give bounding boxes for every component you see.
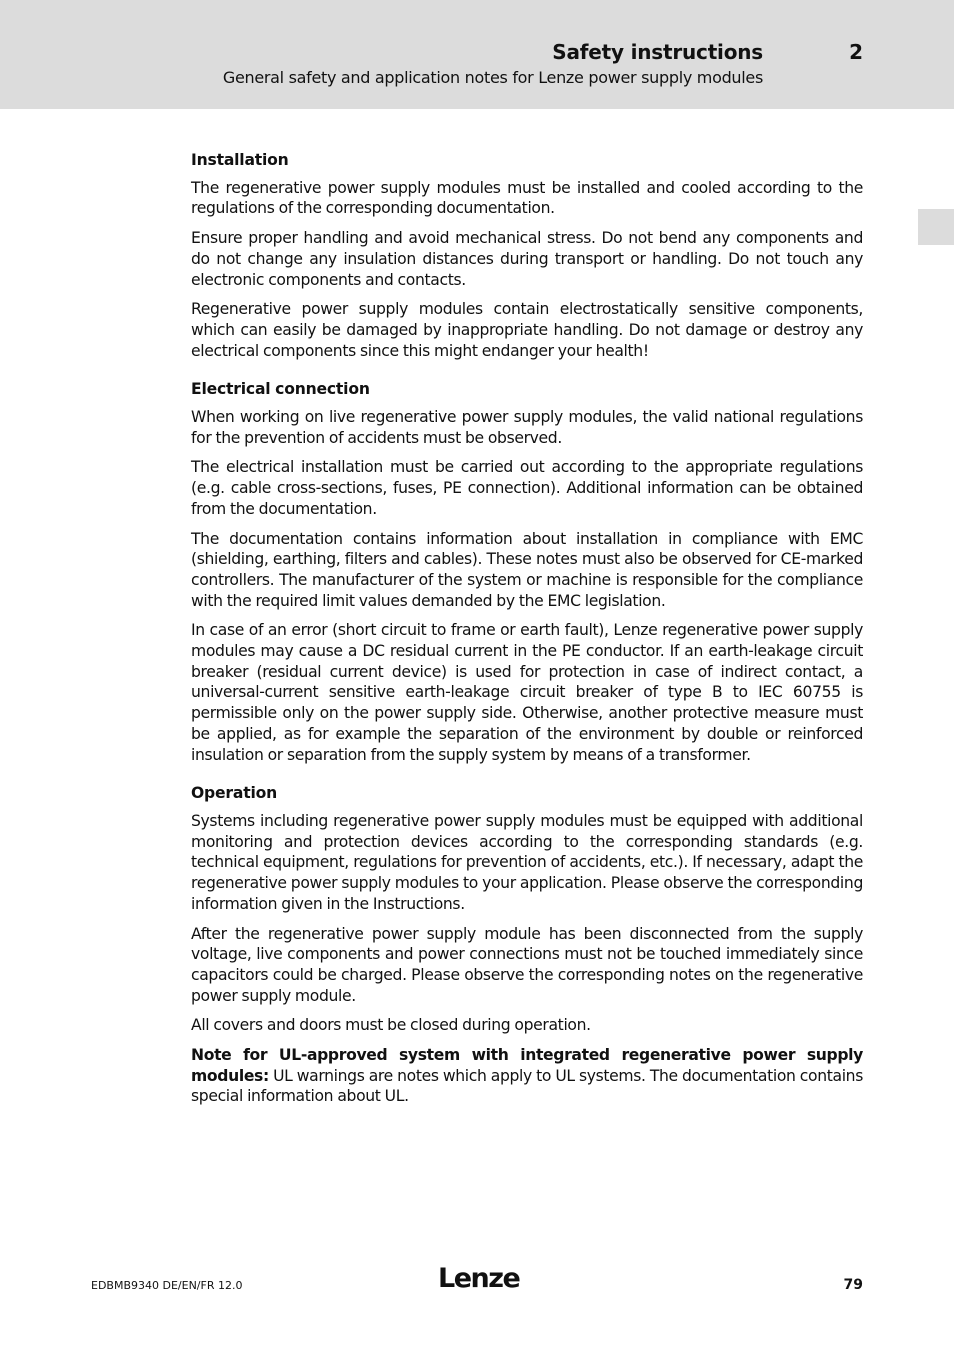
chapter-thumb-tab	[918, 209, 954, 245]
page-header	[0, 0, 954, 109]
page-body	[191, 150, 863, 1107]
paragraph: After the regenerative power supply module has been disconnected from the supply voltage, live components and power connections must not be touched immediately since capacitors could be charged. Please observe the corresponding notes on the regenerative power supply module.	[191, 924, 863, 1005]
ul-note-lead: Note for UL-approved system with integrated regenerative power supply modules:	[191, 1046, 863, 1085]
paragraph: In case of an error (short circuit to frame or earth fault), Lenze regenerative power supply modules may cause a DC residual current in the PE conductor. If an earth-leakage circuit breaker (residual current device) is used for protection in case of indirect contact, a universal-current sensitive earth-leakage circuit breaker of type B to IEC 60755 is permissible only on the power supply side. Otherwise, another protective measure must be applied, as for example the separation of the environment by double or reinforced insulation or separation from the supply system by means of a transformer.	[191, 621, 863, 764]
paragraph: The regenerative power supply modules must be installed and cooled according to the regulations of the corresponding documentation.	[191, 178, 863, 218]
lenze-logo: Lenze	[438, 1263, 520, 1294]
paragraph: Regenerative power supply modules contain electrostatically sensitive components, which can easily be damaged by inappropriate handling. Do not damage or destroy any electrical components since this might endanger your health!	[191, 300, 863, 360]
ul-note-text: UL warnings are notes which apply to UL systems. The documentation contains special information about UL.	[191, 1066, 863, 1106]
section-electrical-connection	[191, 379, 863, 765]
chapter-title: Safety instructions	[552, 40, 763, 64]
section-heading: Operation	[191, 784, 278, 803]
paragraph: Ensure proper handling and avoid mechanical stress. Do not bend any components and do not change any insulation distances during transport or handling. Do not touch any electronic components and contacts.	[191, 229, 863, 289]
section-installation	[191, 150, 863, 361]
paragraph: The electrical installation must be carried out according to the appropriate regulations (e.g. cable cross-sections, fuses, PE connection). Additional information can be obtained from the documentation.	[191, 458, 863, 518]
chapter-subtitle: General safety and application notes for Lenze power supply modules	[222, 68, 763, 87]
paragraph: Systems including regenerative power supply modules must be equipped with additional monitoring and protection devices according to the corresponding standards (e.g. technical equipment, regulations for prevention of accidents, etc.). If necessary, adapt the regenerative power supply modules to your application. Please observe the corresponding information given in the Instructions.	[191, 811, 863, 913]
paragraph: All covers and doors must be closed during operation.	[191, 1016, 591, 1035]
ul-note	[191, 1045, 863, 1107]
section-heading: Installation	[191, 151, 289, 169]
section-heading: Electrical connection	[191, 380, 370, 399]
chapter-number: 2	[849, 40, 863, 64]
page-number: 79	[843, 1277, 863, 1293]
section-operation	[191, 783, 863, 1107]
paragraph: The documentation contains information about installation in compliance with EMC (shielding, earthing, filters and cables). These notes must also be observed for CE-marked controllers. The manufacturer of the system or machine is responsible for the compliance with the required limit values demanded by the EMC legislation.	[191, 529, 863, 610]
document-id: EDBMB9340 DE/EN/FR 12.0	[91, 1279, 243, 1292]
paragraph: When working on live regenerative power supply modules, the valid national regulations for the prevention of accidents must be observed.	[191, 408, 863, 447]
